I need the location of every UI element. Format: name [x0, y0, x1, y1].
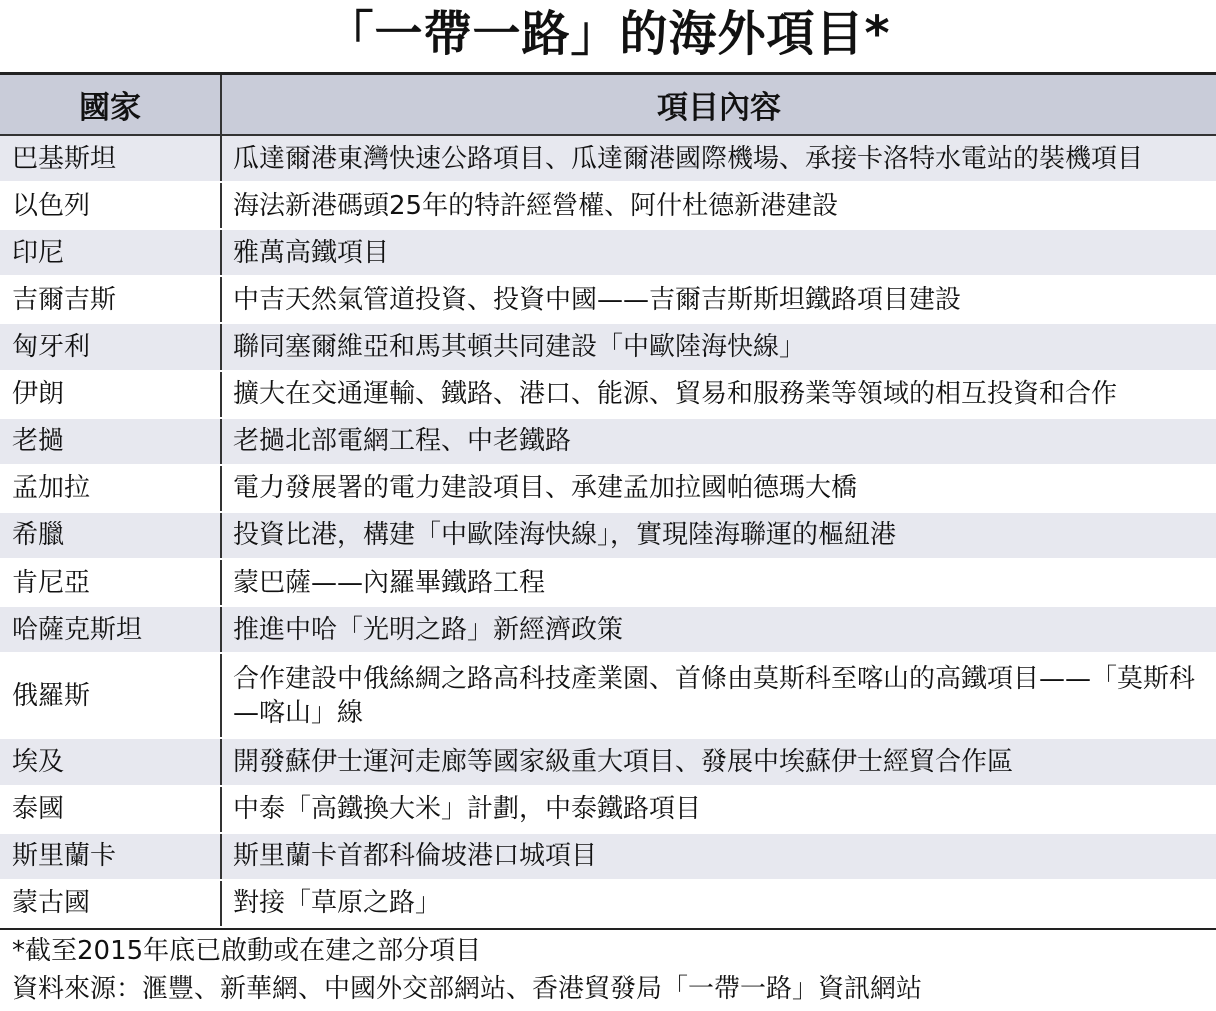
- country-cell: 老撾: [0, 418, 221, 465]
- content-cell: 瓜達爾港東灣快速公路項目、瓜達爾港國際機場、承接卡洛特水電站的裝機項目: [221, 135, 1216, 182]
- content-cell: 斯里蘭卡首都科倫坡港口城項目: [221, 833, 1216, 880]
- content-cell: 聯同塞爾維亞和馬其頓共同建設「中歐陸海快線」: [221, 323, 1216, 370]
- country-cell: 蒙古國: [0, 880, 221, 927]
- table-row: [0, 371, 1216, 418]
- country-cell: 斯里蘭卡: [0, 833, 221, 880]
- table-row: [0, 559, 1216, 606]
- country-cell: 印尼: [0, 229, 221, 276]
- page-title: 「一帶一路」的海外項目*: [325, 6, 891, 62]
- content-cell: 投資比港，構建「中歐陸海快線」，實現陸海聯運的樞紐港: [221, 512, 1216, 559]
- content-cell: 海法新港碼頭25年的特許經營權、阿什杜德新港建設: [221, 182, 1216, 229]
- table-row: [0, 833, 1216, 880]
- content-cell: 開發蘇伊士運河走廊等國家級重大項目、發展中埃蘇伊士經貿合作區: [221, 738, 1216, 785]
- table-row: [0, 653, 1216, 738]
- content-cell: 中吉天然氣管道投資、投資中國——吉爾吉斯斯坦鐵路項目建設: [221, 276, 1216, 323]
- content-cell: 合作建設中俄絲綢之路高科技產業園、首條由莫斯科至喀山的高鐵項目——「莫斯科—喀山」線: [221, 653, 1216, 738]
- column-header-country: 國家: [0, 75, 221, 135]
- table-row: [0, 135, 1216, 182]
- table-row: [0, 323, 1216, 370]
- table-row: [0, 738, 1216, 785]
- content-cell: 雅萬高鐵項目: [221, 229, 1216, 276]
- country-cell: 希臘: [0, 512, 221, 559]
- column-header-content: 項目內容: [221, 75, 1216, 135]
- table-row: [0, 276, 1216, 323]
- content-cell: 擴大在交通運輸、鐵路、港口、能源、貿易和服務業等領域的相互投資和合作: [221, 371, 1216, 418]
- country-cell: 肯尼亞: [0, 559, 221, 606]
- table-body: [0, 135, 1216, 927]
- country-cell: 孟加拉: [0, 465, 221, 512]
- content-cell: 對接「草原之路」: [221, 880, 1216, 927]
- country-cell: 哈薩克斯坦: [0, 606, 221, 653]
- country-cell: 埃及: [0, 738, 221, 785]
- footnote-source: 資料來源：滙豐、新華網、中國外交部網站、香港貿發局「一帶一路」資訊網站: [12, 974, 923, 1004]
- country-cell: 泰國: [0, 786, 221, 833]
- country-cell: 以色列: [0, 182, 221, 229]
- footnote-note: *截至2015年底已啟動或在建之部分項目: [12, 936, 482, 966]
- table-row: [0, 606, 1216, 653]
- content-cell: 中泰「高鐵換大米」計劃，中泰鐵路項目: [221, 786, 1216, 833]
- table-row: [0, 880, 1216, 927]
- table-row: [0, 229, 1216, 276]
- content-cell: 蒙巴薩——內羅畢鐵路工程: [221, 559, 1216, 606]
- header-row: [0, 75, 1216, 135]
- content-cell: 電力發展署的電力建設項目、承建孟加拉國帕德瑪大橋: [221, 465, 1216, 512]
- country-cell: 俄羅斯: [0, 653, 221, 738]
- content-cell: 老撾北部電網工程、中老鐵路: [221, 418, 1216, 465]
- table-row: [0, 512, 1216, 559]
- content-cell: 推進中哈「光明之路」新經濟政策: [221, 606, 1216, 653]
- footnote: [12, 932, 1208, 1008]
- table-row: [0, 418, 1216, 465]
- country-cell: 巴基斯坦: [0, 135, 221, 182]
- table-row: [0, 786, 1216, 833]
- projects-table: [0, 75, 1216, 928]
- country-cell: 吉爾吉斯: [0, 276, 221, 323]
- table-row: [0, 182, 1216, 229]
- country-cell: 伊朗: [0, 371, 221, 418]
- table-row: [0, 465, 1216, 512]
- projects-table-container: [0, 72, 1216, 930]
- table-header: [0, 75, 1216, 135]
- country-cell: 匈牙利: [0, 323, 221, 370]
